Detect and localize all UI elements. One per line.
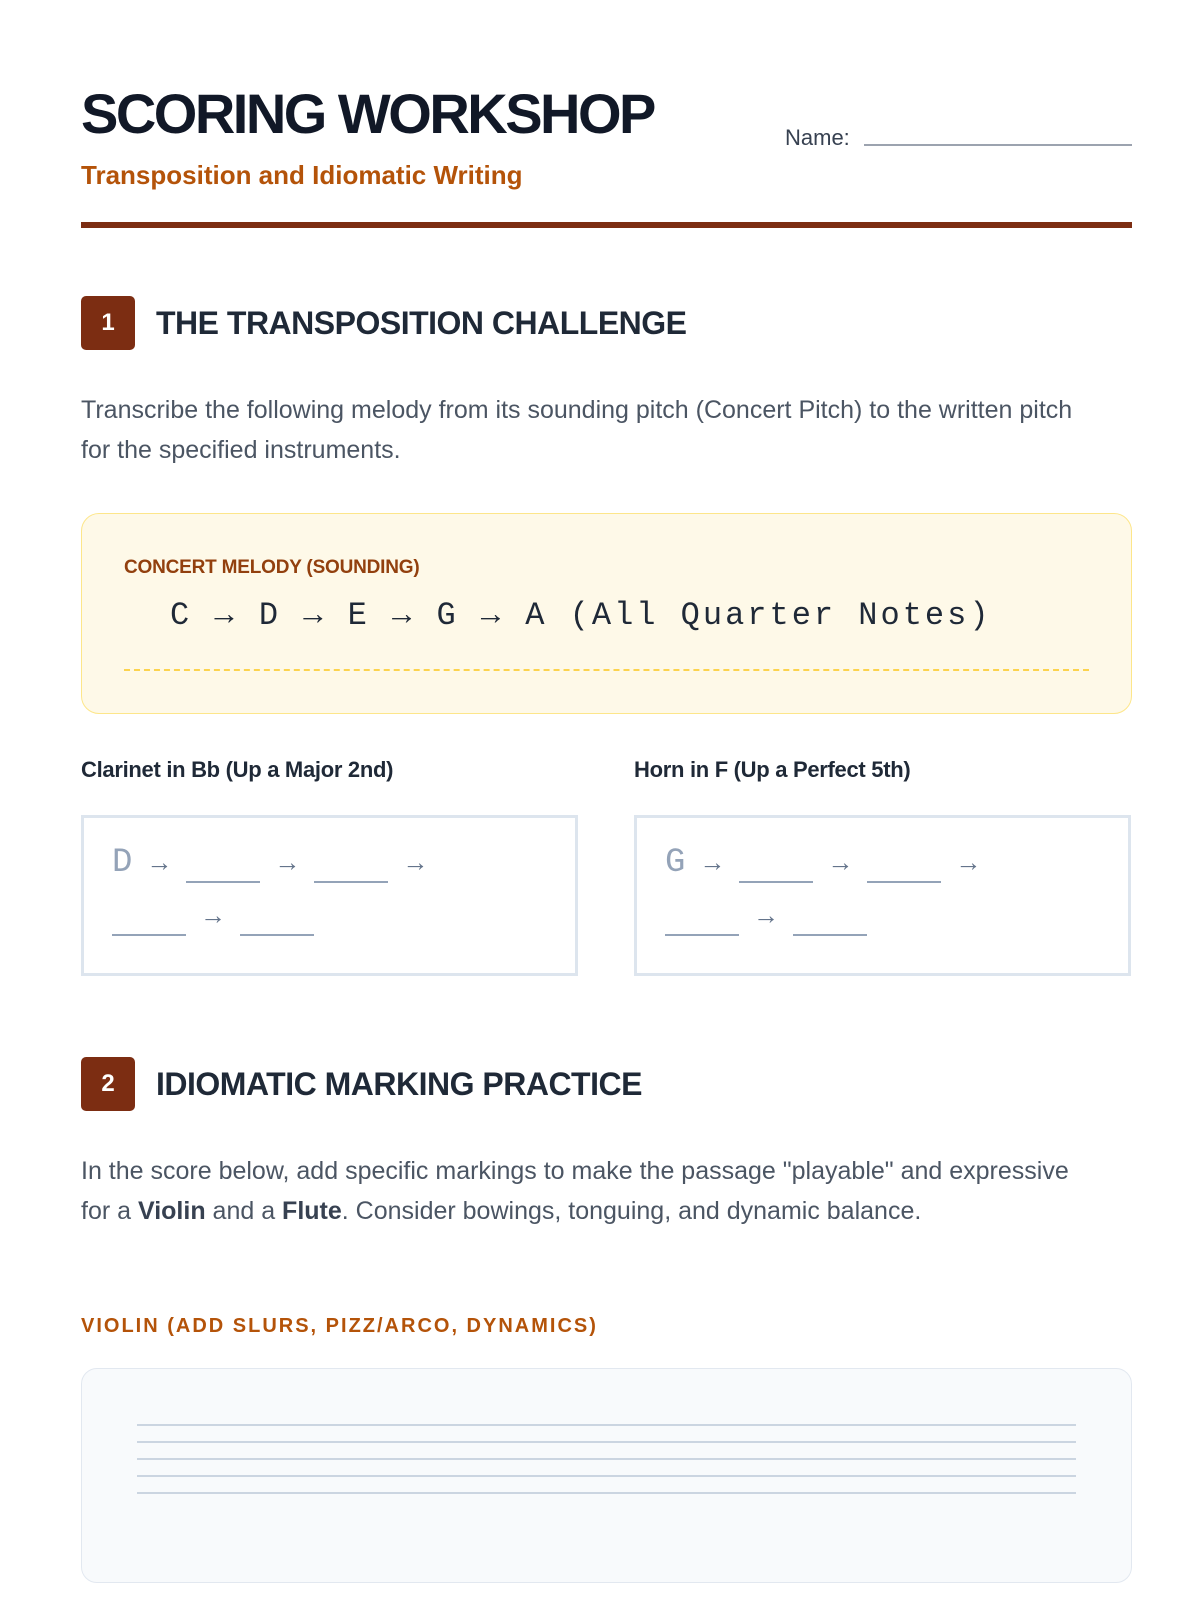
arrow-icon: → [753, 900, 779, 930]
answer-blank[interactable] [793, 934, 867, 936]
instructions-text: In the score below, add specific markings to make the passage "playable" and expressive for a [81, 1157, 1069, 1225]
staff-line [137, 1424, 1076, 1426]
answer-blank[interactable] [240, 934, 314, 936]
instrument-violin: Violin [137, 1197, 206, 1225]
answer-row [112, 844, 442, 883]
section-instructions [81, 1151, 1091, 1231]
section-title: THE TRANSPOSITION CHALLENGE [156, 305, 687, 341]
staff-line [137, 1458, 1076, 1460]
arrow-icon: → [402, 847, 429, 877]
clarinet-answer-box[interactable] [81, 815, 578, 976]
answer-blank[interactable] [739, 881, 813, 883]
concert-melody-box [81, 513, 1132, 714]
instructions-text: and a [205, 1197, 283, 1225]
staff-line [137, 1492, 1076, 1494]
worksheet-title: SCORING WORKSHOP [81, 82, 654, 145]
answer-row [665, 900, 867, 936]
section-title: IDIOMATIC MARKING PRACTICE [156, 1066, 642, 1102]
answer-row [112, 900, 314, 936]
clarinet-label: Clarinet in Bb (Up a Major 2nd) [81, 757, 394, 782]
horn-answer-box[interactable] [634, 815, 1131, 976]
answer-blank[interactable] [112, 934, 186, 936]
instructions-text: . Consider bowings, tonguing, and dynamic balance. [341, 1197, 922, 1225]
answer-blank[interactable] [186, 881, 260, 883]
name-field[interactable] [785, 123, 1132, 155]
answer-blank[interactable] [314, 881, 388, 883]
header-divider [81, 222, 1132, 228]
staff-line [137, 1441, 1076, 1443]
staff-line [137, 1475, 1076, 1477]
answer-row [665, 844, 995, 883]
first-note: G [665, 844, 686, 882]
arrow-icon: → [955, 847, 982, 877]
melody-dashed-line [124, 669, 1089, 671]
horn-label: Horn in F (Up a Perfect 5th) [634, 757, 911, 782]
arrow-icon: → [699, 847, 726, 877]
name-label: Name: [785, 125, 850, 150]
section-number-badge: 2 [81, 1057, 135, 1111]
worksheet-subtitle: Transposition and Idiomatic Writing [81, 160, 523, 190]
worksheet-page [81, 0, 1132, 1600]
section-number-badge: 1 [81, 296, 135, 350]
arrow-icon: → [274, 847, 301, 877]
arrow-icon: → [200, 900, 226, 930]
first-note: D [112, 844, 133, 882]
violin-staff-label: VIOLIN (ADD SLURS, PIZZ/ARCO, DYNAMICS) [81, 1315, 598, 1337]
violin-staff-box[interactable] [81, 1368, 1132, 1583]
instrument-flute: Flute [282, 1197, 342, 1225]
name-blank-line[interactable] [864, 144, 1132, 146]
section-instructions: Transcribe the following melody from its sounding pitch (Concert Pitch) to the written pitch for the specified instruments. [81, 396, 1073, 464]
melody-label: CONCERT MELODY (SOUNDING) [124, 557, 420, 578]
melody-notes: C → D → E → G → A (All Quarter Notes) [170, 597, 992, 634]
arrow-icon: → [146, 847, 173, 877]
arrow-icon: → [827, 847, 854, 877]
answer-blank[interactable] [665, 934, 739, 936]
answer-blank[interactable] [867, 881, 941, 883]
